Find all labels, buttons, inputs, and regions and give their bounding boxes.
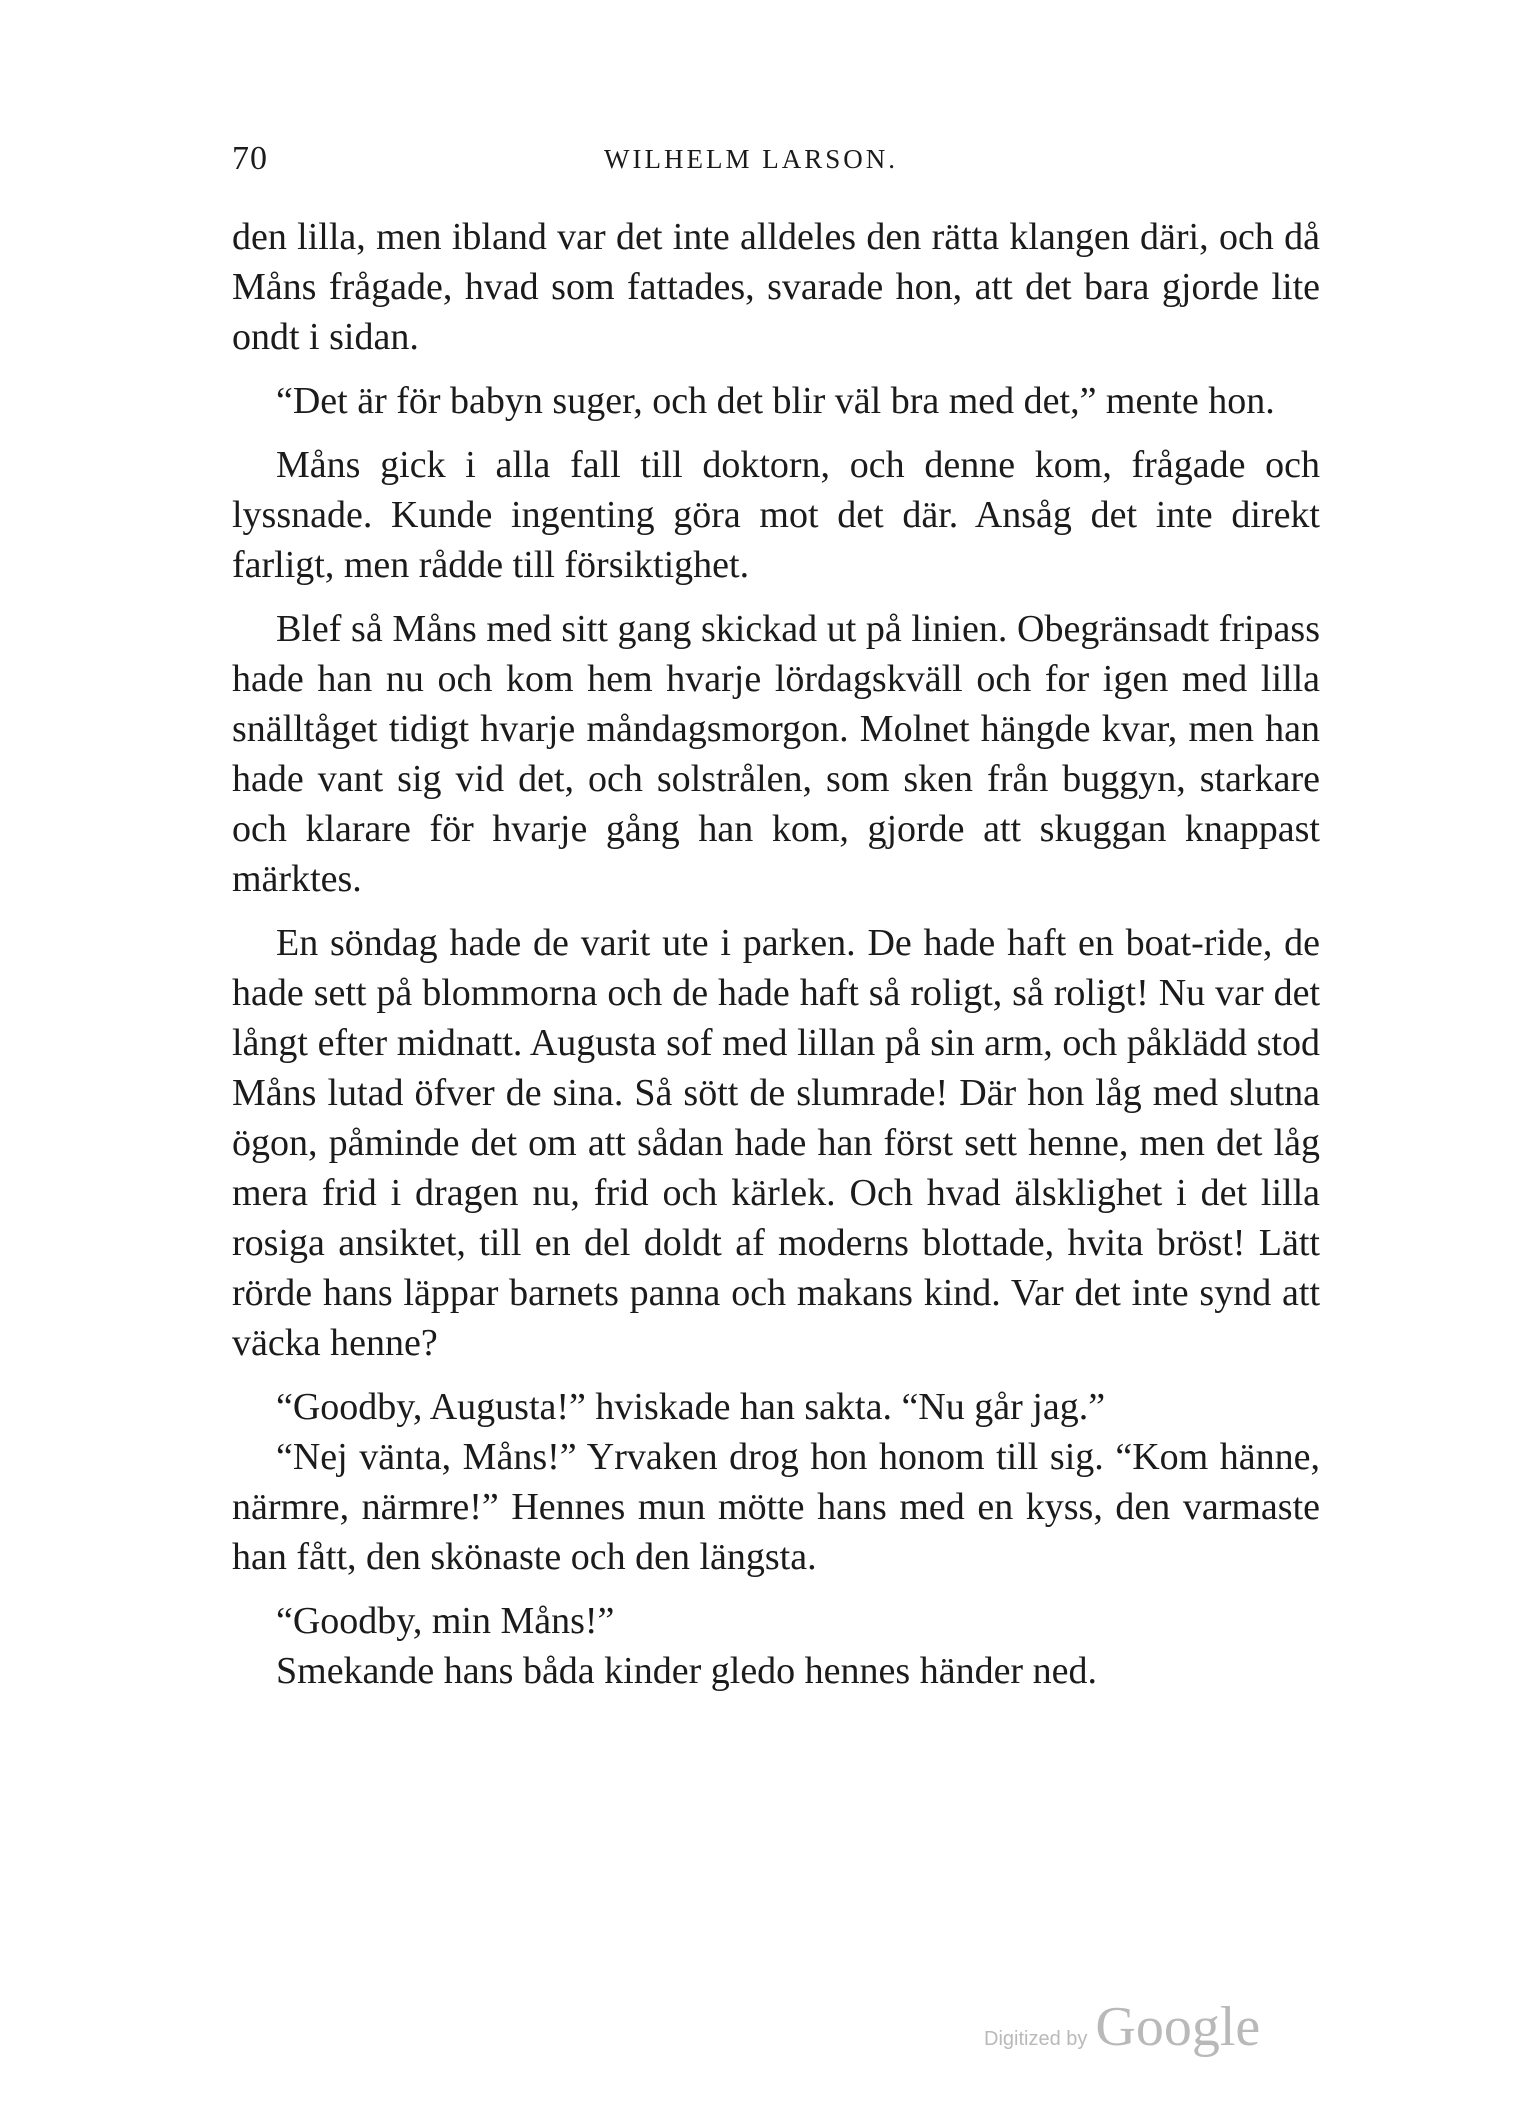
paragraph: Måns gick i alla fall till doktorn, och denne kom, frågade och lyssnade. Kunde ingenting göra mot det där. Ansåg det inte direkt farligt, men rådde till försiktighet. <box>232 444 1320 586</box>
paragraph: Blef så Måns med sitt gang skickad ut på linien. Obegränsadt fripass hade han nu och kom hem hvarje lördagskväll och for igen med lilla snälltåget tidigt hvarje måndagsmorgon. Molnet hängde kvar, men han hade vant sig vid det, och solstrålen, som sken från buggyn, starkare och klarare för hvarje gång han kom, gjorde att skuggan knappast märktes. <box>232 608 1320 900</box>
paragraph: den lilla, men ibland var det inte alldeles den rätta klangen däri, och då Måns frågade, hvad som fattades, svarade hon, att det bara gjorde lite ondt i sidan. <box>232 216 1320 358</box>
paragraph: “Det är för babyn suger, och det blir väl bra med det,” mente hon. <box>276 380 1275 422</box>
paragraph: “Goodby, Augusta!” hviskade han sakta. “Nu går jag.” <box>276 1386 1106 1428</box>
digitized-by-google-watermark <box>984 1995 1260 2059</box>
page-header <box>232 140 1320 180</box>
page-number: 70 <box>232 140 268 177</box>
paragraph: “Goodby, min Måns!” <box>276 1600 615 1642</box>
running-head: WILHELM LARSON. <box>604 144 898 174</box>
paragraph: “Nej vänta, Måns!” Yrvaken drog hon honom till sig. “Kom hänne, närmre, närmre!” Hennes mun mötte hans med en kyss, den varmaste han fått, den skönaste och den längsta. <box>232 1436 1320 1578</box>
paragraph: En söndag hade de varit ute i parken. De hade haft en boat-ride, de hade sett på blommorna och de hade haft så roligt, så roligt! Nu var det långt efter midnatt. Augusta sof med lillan på sin arm, och påklädd stod Måns lutad öfver de sina. Så sött de slumrade! Där hon låg med slutna ögon, påminde det om att sådan hade han först sett henne, men det låg mera frid i dragen nu, frid och kärlek. Och hvad älsklighet i det lilla rosiga ansiktet, till en del doldt af moderns blottade, hvita bröst! Lätt rörde hans läppar barnets panna och makans kind. Var det inte synd att väcka henne? <box>232 922 1320 1364</box>
body-text <box>232 212 1320 1710</box>
watermark-prefix: Digitized by <box>984 2028 1088 2050</box>
paragraph: Smekande hans båda kinder gledo hennes händer ned. <box>276 1650 1097 1692</box>
google-logo: Google <box>1095 1996 1261 2058</box>
